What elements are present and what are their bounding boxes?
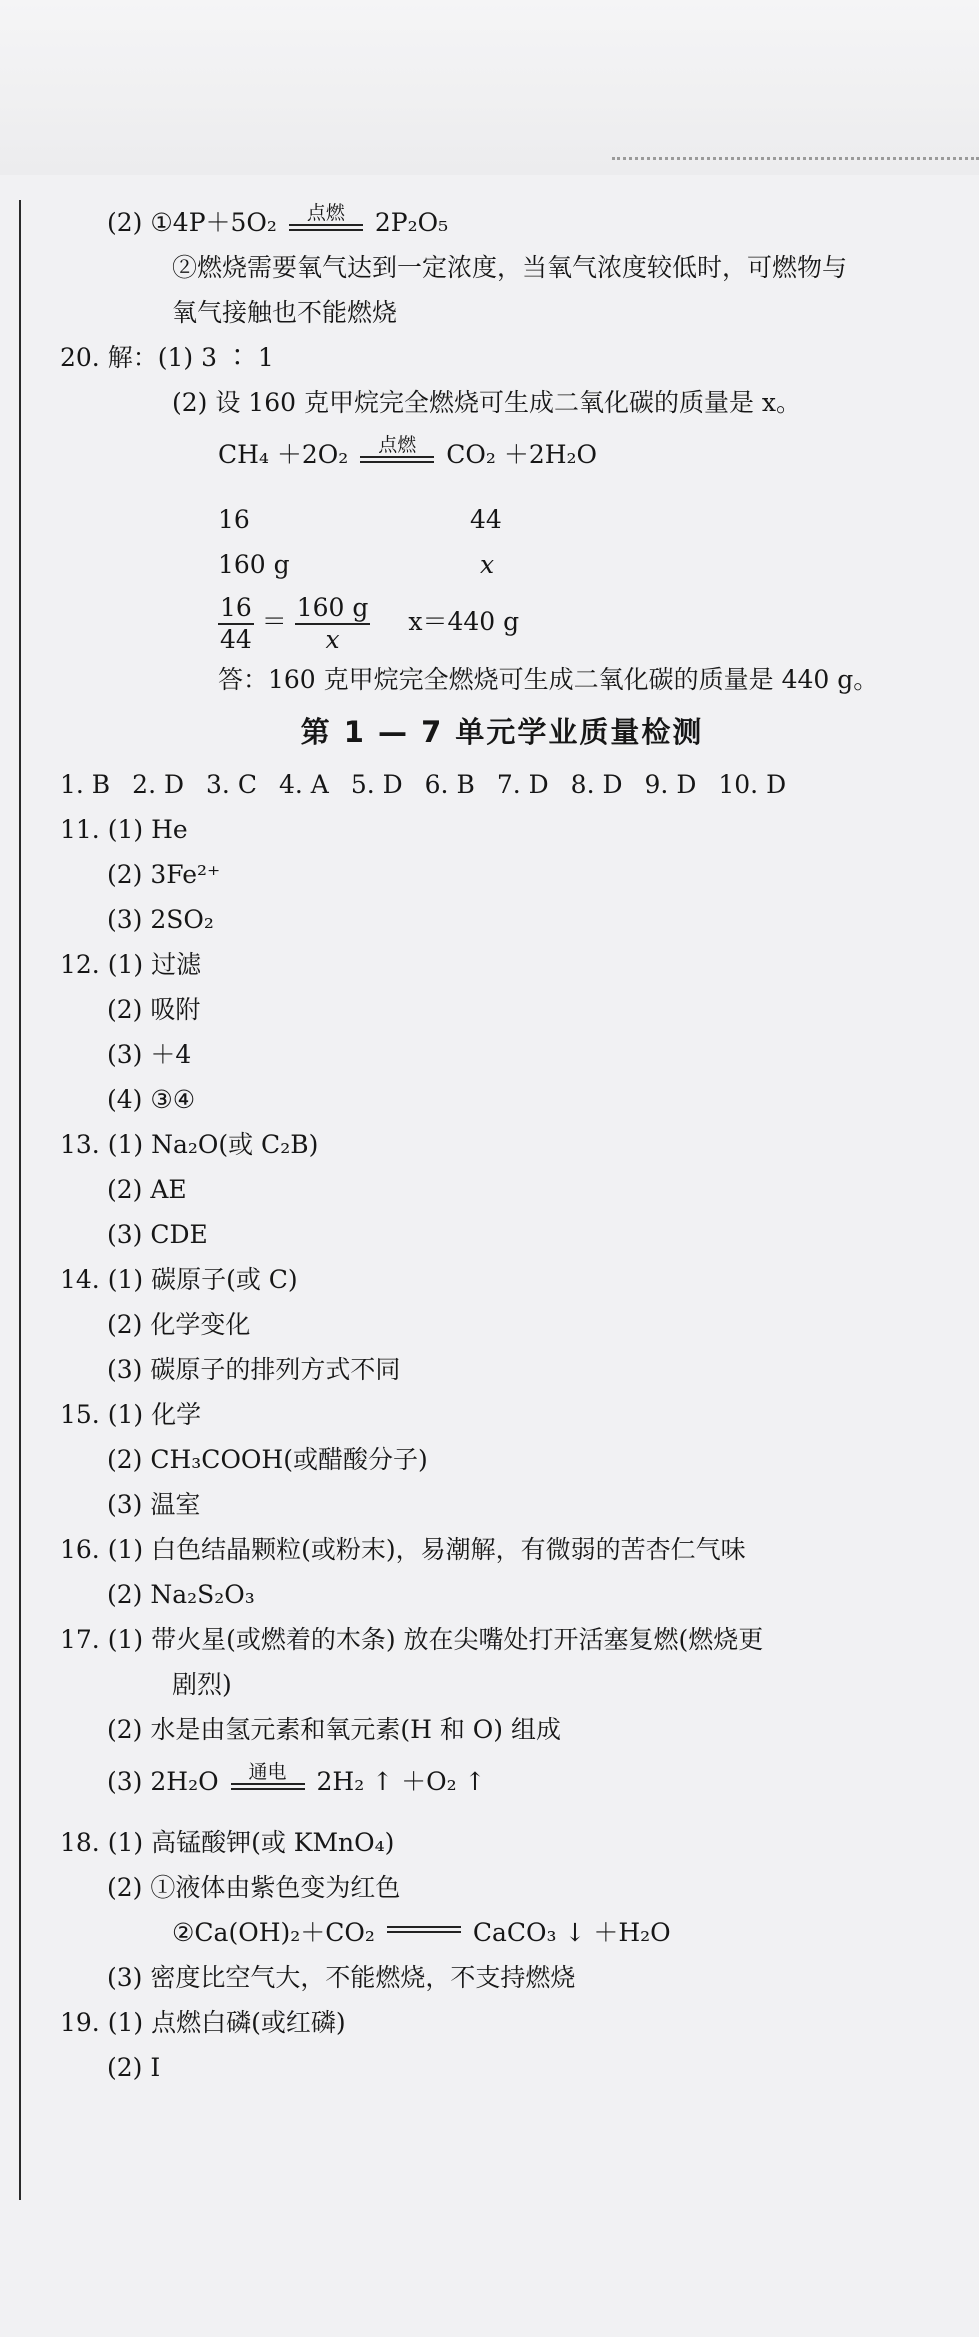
equation-right: CaCO₃ ↓ ＋H₂O [472, 1918, 671, 1947]
mc-answer: 7. D [496, 770, 549, 799]
equation-right: 2P₂O₅ [374, 208, 449, 237]
reaction-arrow [360, 436, 434, 477]
q18-line: (2) ①液体由紫色变为红色 [107, 1873, 401, 1902]
equation-left: CH₄ ＋2O₂ [218, 440, 349, 469]
answer-content [52, 200, 952, 2090]
q19-line: (2) Ⅰ [107, 2053, 161, 2082]
q17-equation [52, 1752, 952, 1812]
q17-line: (2) 水是由氢元素和氧元素(H 和 O) 组成 [107, 1715, 562, 1744]
q14-line: 14. (1) 碳原子(或 C) [60, 1265, 298, 1294]
q16-line: (2) Na₂S₂O₃ [107, 1580, 255, 1609]
q15-line: (2) CH₃COOH(或醋酸分子) [107, 1445, 428, 1474]
calc-proportion [52, 587, 952, 657]
fraction: $\frac{160 g}{x}$ [296, 592, 369, 654]
mc-answer: 9. D [644, 770, 697, 799]
q17-line: 剧烈) [172, 1670, 232, 1699]
mc-answer: 8. D [570, 770, 623, 799]
q14-line: (3) 碳原子的排列方式不同 [107, 1355, 401, 1384]
sub-label: (2) [107, 208, 143, 237]
equation-left: (3) 2H₂O [107, 1767, 219, 1796]
q19-line: 19. (1) 点燃白磷(或红磷) [60, 2008, 346, 2037]
q20-line: 20. 解：(1) 3 ∶ 1 [60, 343, 274, 372]
q18-line: 18. (1) 高锰酸钾(或 KMnO₄) [60, 1828, 395, 1857]
q12-line: (3) ＋4 [107, 1040, 192, 1069]
q19-2-line: ②燃烧需要氧气达到一定浓度，当氧气浓度较低时，可燃物与 [172, 253, 848, 282]
multiple-choice-answers [52, 762, 952, 807]
reaction-condition: 通电 [248, 1761, 287, 1783]
mc-answer: 5. D [350, 770, 403, 799]
section-title: 第 1 — 7 单元学业质量检测 [300, 715, 704, 749]
margin-line [19, 200, 21, 2200]
reaction-arrow [289, 204, 363, 245]
q13-line: (3) CDE [107, 1220, 208, 1249]
mc-answer: 1. B [60, 770, 111, 799]
fraction: $\frac{16}{44}$ [220, 592, 252, 654]
mc-answer: 2. D [132, 770, 185, 799]
mc-answer: 6. B [424, 770, 475, 799]
q13-line: 13. (1) Na₂O(或 C₂B) [60, 1130, 319, 1159]
q20-equation [52, 425, 952, 485]
equation-right: 2H₂ ↑ ＋O₂ ↑ [316, 1767, 486, 1796]
q20-answer: 答：160 克甲烷完全燃烧可生成二氧化碳的质量是 440 g。 [218, 665, 879, 694]
reaction-arrow [231, 1763, 305, 1804]
calc-result: x＝440 g [408, 607, 520, 636]
q12-line: 12. (1) 过滤 [60, 950, 202, 979]
q19-2-equation [52, 200, 952, 245]
reaction-condition: 点燃 [378, 434, 417, 456]
q17-line: 17. (1) 带火星(或燃着的木条) 放在尖嘴处打开活塞复燃(燃烧更 [60, 1625, 764, 1654]
q15-line: 15. (1) 化学 [60, 1400, 202, 1429]
q20-line: (2) 设 160 克甲烷完全燃烧可生成二氧化碳的质量是 x。 [172, 388, 802, 417]
q12-line: (4) ③④ [107, 1085, 196, 1114]
q15-line: (3) 温室 [107, 1490, 201, 1519]
q11-line: (2) 3Fe²⁺ [107, 860, 221, 889]
equals-arrow [387, 1922, 461, 1947]
q18-line: (3) 密度比空气大，不能燃烧，不支持燃烧 [107, 1963, 576, 1992]
reaction-condition: 点燃 [306, 202, 345, 224]
equals-sign: ＝ [261, 607, 287, 636]
calc-cell: 44 [470, 505, 502, 534]
q11-line: 11. (1) He [60, 815, 188, 844]
dotted-rule [612, 157, 979, 160]
q12-line: (2) 吸附 [107, 995, 201, 1024]
q16-line: 16. (1) 白色结晶颗粒(或粉末)，易潮解，有微弱的苦杏仁气味 [60, 1535, 746, 1564]
calc-cell: 16 [218, 505, 250, 534]
q11-line: (3) 2SO₂ [107, 905, 214, 934]
mc-answer: 3. C [206, 770, 257, 799]
q18-equation [52, 1910, 952, 1955]
calc-row [52, 497, 952, 542]
equation-right: CO₂ ＋2H₂O [446, 440, 598, 469]
calc-cell: x [480, 550, 495, 579]
q14-line: (2) 化学变化 [107, 1310, 251, 1339]
q13-line: (2) AE [107, 1175, 187, 1204]
equation-left: ②Ca(OH)₂＋CO₂ [172, 1918, 375, 1947]
calc-row [52, 542, 952, 587]
mc-answer: 10. D [718, 770, 787, 799]
q19-2-line: 氧气接触也不能燃烧 [172, 298, 398, 327]
mc-answer: 4. A [278, 770, 329, 799]
calc-cell: 160 g [218, 550, 290, 579]
equation-left: ①4P＋5O₂ [150, 208, 277, 237]
page-header-area [0, 0, 979, 175]
